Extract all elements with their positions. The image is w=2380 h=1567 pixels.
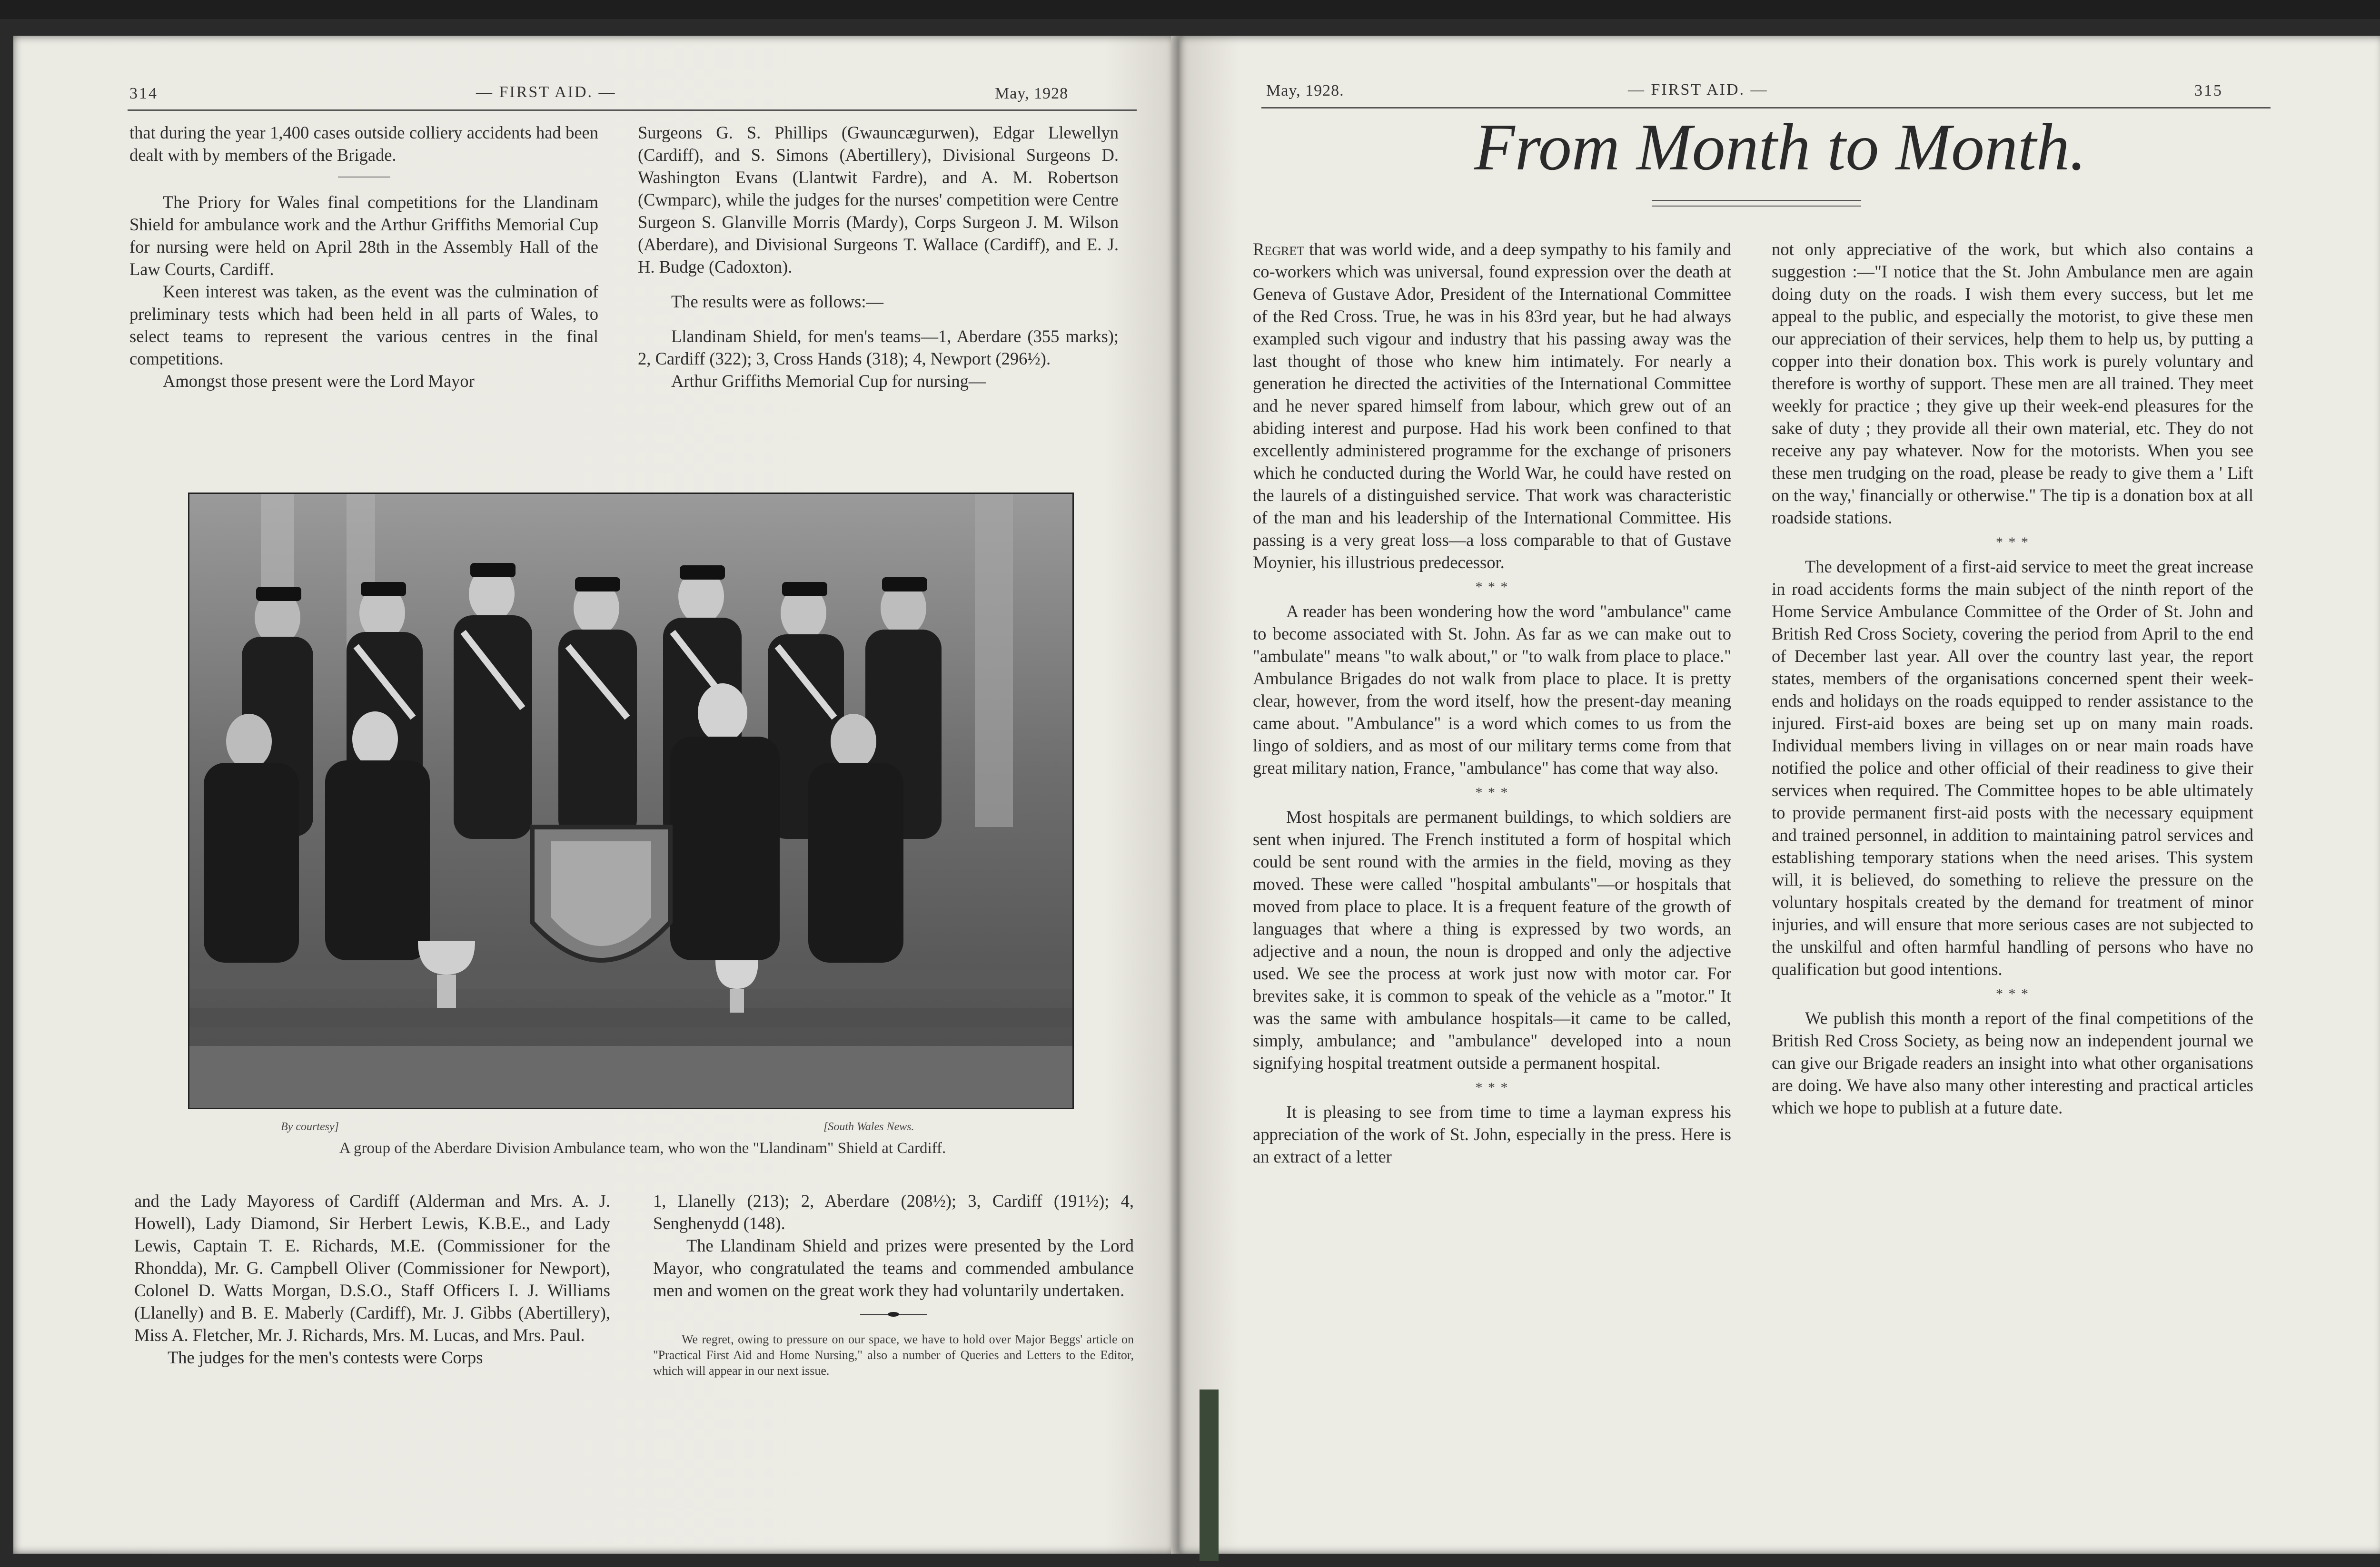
scan-background — [0, 0, 2380, 19]
left-running-title: — FIRST AID. — — [476, 83, 616, 101]
paragraph: that during the year 1,400 cases outside colliery accidents had been dealt with by members of the Brigade. — [129, 123, 598, 165]
paragraph: The results were as follows:— — [671, 292, 884, 311]
left-date: May, 1928 — [995, 85, 1069, 102]
section-separator: * * * — [1475, 1080, 1509, 1095]
binding-strip — [1200, 1390, 1219, 1561]
paragraph: Arthur Griffiths Memorial Cup for nursing— — [671, 371, 986, 391]
paragraph: Keen interest was taken, as the event was the culmination of preliminary tests which had been held in all parts of Wales, to select teams to represent the various centres in the final competitions. — [129, 282, 598, 368]
photo-illustration — [189, 494, 1072, 1108]
team-photograph — [188, 493, 1074, 1109]
paragraph: 1, Llanelly (213); 2, Aberdare (208½); 3, Cardiff (191½); 4, Senghenydd (148). — [653, 1191, 1134, 1233]
editor-note: We regret, owing to pressure on our space, we have to hold over Major Beggs' article on "Practical First Aid and Home Nursing," also a number of Queries and Letters to the Editor, which will appear in our next issue. — [653, 1332, 1134, 1378]
paragraph: We publish this month a report of the final competitions of the British Red Cross Society, as being now an independent journal we can give our Brigade readers an insight into what other organisations are doing. We have also many other interesting and practical articles which we hope to publish at a future date. — [1772, 1008, 2253, 1117]
paragraph: The Llandinam Shield and prizes were presented by the Lord Mayor, who congratulated the teams and commended ambulance men and women on the great work they had voluntarily undertaken. — [653, 1236, 1134, 1300]
right-col2 — [1772, 238, 2253, 1119]
paragraph — [1253, 238, 1731, 573]
photo-credit-right: [South Wales News. — [823, 1121, 914, 1133]
paragraph: The Priory for Wales final competitions for the Llandinam Shield for ambulance work and the Arthur Griffiths Memorial Cup for nursing were held on April 28th in the Assembly Hall of the Law Courts, Cardiff. — [129, 192, 598, 279]
left-page-number: 314 — [129, 85, 158, 102]
paragraph: and the Lady Mayoress of Cardiff (Alderman and Mrs. A. J. Howell), Lady Diamond, Sir Herbert Lewis, K.B.E., and Lady Lewis, Captain T. E. Richards, M.E. (Commissioner for the Rhondda), Mr. G. Campbell Oliver (Commissioner for Newport), Colonel D. Watts Morgan, D.S.O., Staff Officers I. J. Williams (Llanelly) and B. E. Maberly (Cardiff), Mr. J. Gibbs (Abertillery), Miss A. Fletcher, Mr. J. Richards, Mrs. M. Lucas, and Mrs. Paul. — [134, 1191, 610, 1345]
right-date: May, 1928. — [1266, 82, 1344, 99]
left-col2-top — [638, 121, 1119, 392]
section-separator: * * * — [1996, 986, 2029, 1002]
section-title: From Month to Month. — [1474, 110, 2086, 184]
paragraph: Surgeons G. S. Phillips (Gwauncægurwen), Edgar Llewellyn (Cardiff), and S. Simons (Abertillery), Divisional Surgeons D. Washington Evans (Llantwit Fardre), and A. M. Robertson (Cwmparc), while the judges for the nurses' competition were Centre Surgeon S. Glanville Morris (Mardy), Corps Surgeon J. M. Wilson (Aberdare), and Divisional Surgeons T. Wallace (Cardiff), and E. J. H. Budge (Cadoxton). — [638, 123, 1119, 276]
lead-word: Regret — [1253, 239, 1305, 259]
paragraph: Most hospitals are permanent buildings, to which soldiers are sent when injured. The French instituted a form of hospital which could be sent round with the armies in the field, moving as they moved. These were called "hospital ambulants"—or hospitals that moved from place to place. It is a frequent feature of the growth of languages that where a thing is expressed by two words, an adjective and a noun, the noun is dropped and only the adjective used. We see the process at work just now with motor car. For brevites sake, it is common to speak of the vehicle as a "motor." It was the same with ambulance hospitals—it came to be called, simply, ambulance; and "ambulance" developed into a noun signifying hospital treatment outside a permanent hospital. — [1253, 807, 1731, 1073]
right-header-rule — [1261, 107, 2271, 108]
ornament-rule — [860, 1314, 927, 1315]
paragraph: Amongst those present were the Lord Mayor — [163, 371, 475, 391]
paragraph: It is pleasing to see from time to time a layman express his appreciation of the work of St. John, especially in the press. Here is an extract of a letter — [1253, 1102, 1731, 1166]
section-separator: * * * — [1475, 785, 1509, 800]
left-col1-bottom — [134, 1190, 610, 1369]
paragraph: A reader has been wondering how the word "ambulance" came to become associated with St. John. As far as we can make out to "ambulate" means "to walk about," or "to walk from place to place." Ambulance Brigades do not walk from place to place. It is pretty clear, however, from the word itself, how the present-day meaning came about. "Ambulance" is a word which comes to us from the lingo of soldiers, and as most of our military terms come from that great military nation, France, "ambulance" has come that way also. — [1253, 601, 1731, 778]
left-col1-top — [129, 121, 598, 392]
title-rule-top — [1652, 200, 1861, 201]
right-page-number: 315 — [2194, 82, 2223, 99]
photo-caption: A group of the Aberdare Division Ambulance team, who won the "Llandinam" Shield at Cardiff. — [339, 1140, 946, 1157]
paragraph: The judges for the men's contests were Corps — [168, 1348, 483, 1367]
left-col2-bottom — [653, 1190, 1134, 1379]
paragraph: Llandinam Shield, for men's teams—1, Aberdare (355 marks); 2, Cardiff (322); 3, Cross Hands (318); 4, Newport (296½). — [638, 326, 1119, 368]
section-separator: * * * — [1996, 534, 2029, 550]
right-col1 — [1253, 238, 1731, 1168]
right-running-title: — FIRST AID. — — [1628, 81, 1768, 99]
left-header-rule — [128, 109, 1137, 111]
paragraph: The development of a first-aid service to meet the great increase in road accidents forms the main subject of the ninth report of the Home Service Ambulance Committee of the Order of St. John and British Red Cross Society, covering the period from April to the end of December last year. All over the country last year, the report states, members of the organisations concerned spent their week-ends and holidays on the roads equipped to render assistance to the injured. First-aid boxes are being set up on many main roads. Individual members living in villages on or near main roads have notified the police and other official of their readiness to give their services when required. The Committee hopes to be able ultimately to provide permanent first-aid posts with the necessary equipment and trained personnel, in addition to maintaining patrol services and establishing temporary stations when the need arises. This system will, it is believed, do something to relieve the pressure on the voluntary hospitals created by the demand for treatment of minor injuries, and will ensure that more serious cases are not subjected to the unskilful and often harmful handling of persons who have no qualification but good intentions. — [1772, 557, 2253, 979]
title-rule-bottom — [1652, 206, 1861, 207]
paragraph-text: that was world wide, and a deep sympathy to his family and co-workers which was universal, found expression over the death at Geneva of Gustave Ador, President of the International Committee of the Red Cross. True, he was in his 83rd year, but he had always exampled such vigour and industry that his passing away was the last thought of those who knew him intimately. For nearly a generation he directed the activities of the International Committee and he never spared himself from labour, which grew out of an abiding interest and purpose. Had his work been confined to that excellently administered programme for the exchange of prisoners which he conducted during the World War, he could have rested on the laurels of a distinguished service. That work was characteristic of the man and his leadership of the International Committee. His passing is a very great loss—a loss comparable to that of Gustave Moynier, his illustrious predecessor. — [1253, 239, 1731, 572]
paragraph: not only appreciative of the work, but which also contains a suggestion :—"I notice that the St. John Ambulance men are again doing duty on the roads. I wish them every success, but let me appeal to the public, and especially the motorist, to give these men our appreciation of their services, help them to help us, by putting a copper into their donation box. This work is purely voluntary and therefore is worthy of support. These men are all trained. They meet weekly for practice ; they give up their week-end pleasures for the sake of duty ; they provide all their own material, etc. They do not receive any pay whatever. Now for the motorists. When you see these men trudging on the road, please be ready to give them a ' Lift on the way,' financially or otherwise." The tip is a donation box at all roadside stations. — [1772, 239, 2253, 527]
section-separator: * * * — [1475, 579, 1509, 595]
photo-credit-left: By courtesy] — [281, 1121, 339, 1133]
